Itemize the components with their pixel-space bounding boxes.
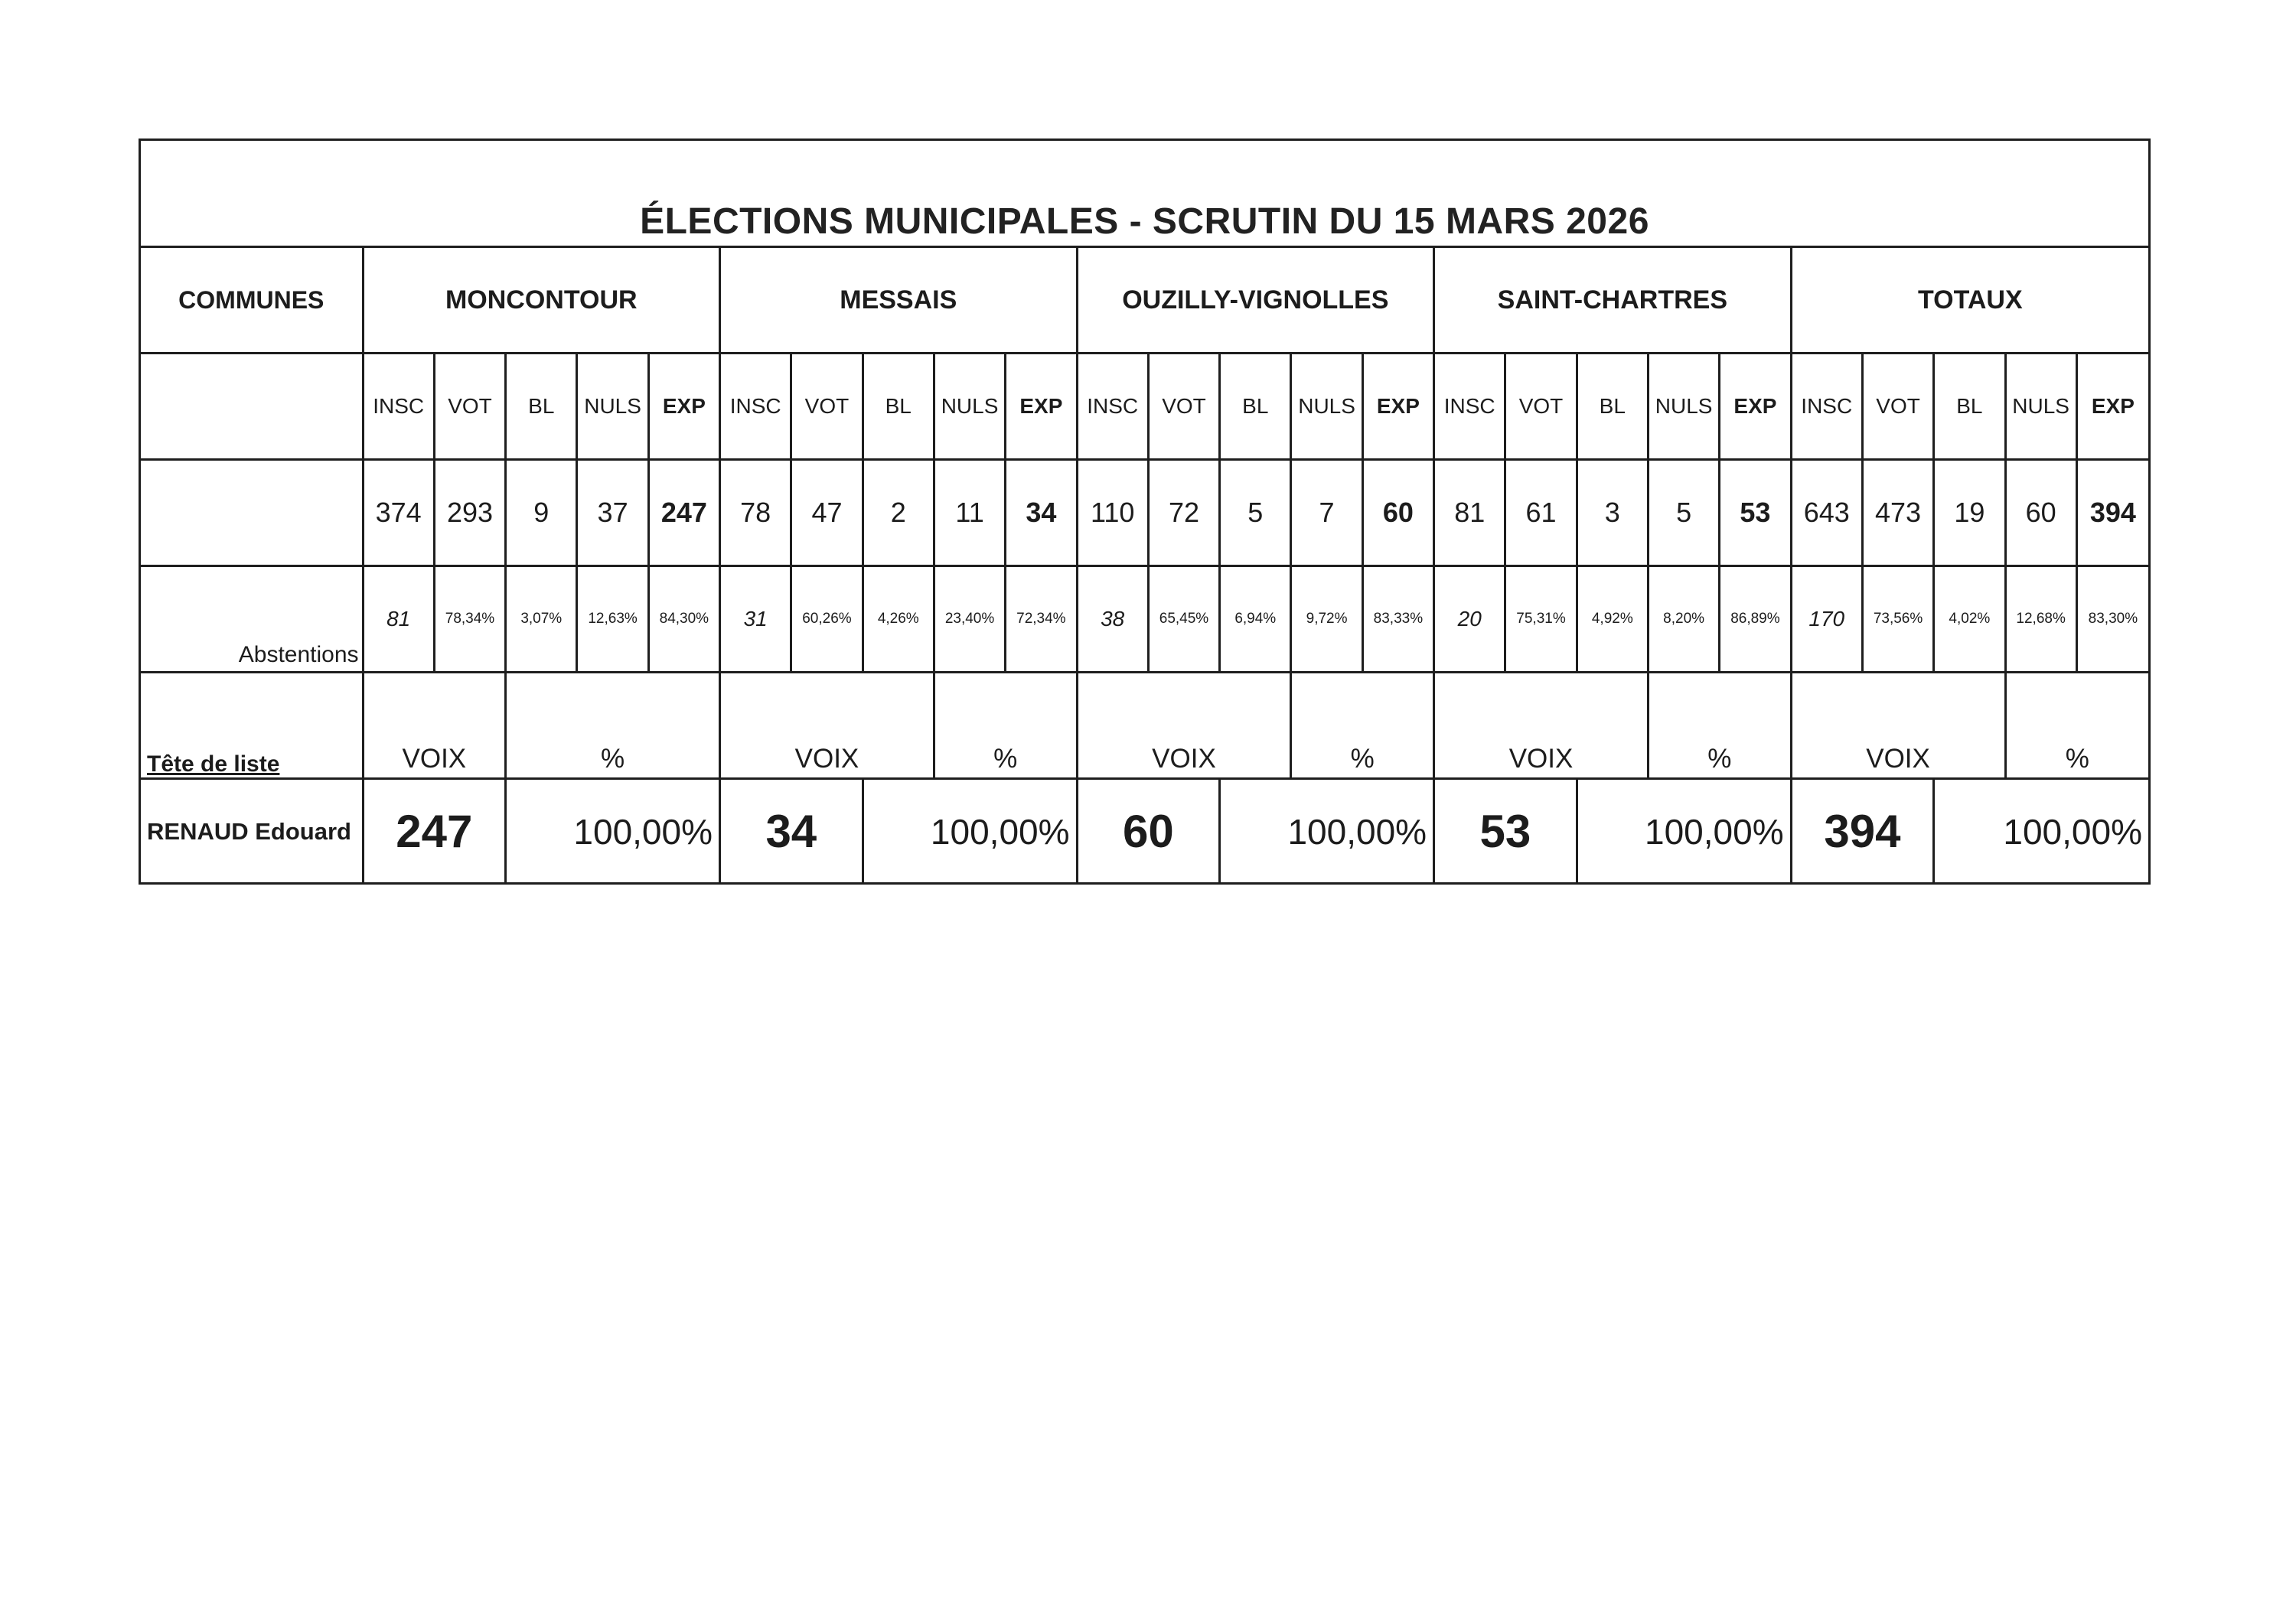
rate-cell: 83,30% (2076, 566, 2148, 673)
count-cell: 247 (648, 460, 719, 566)
candidate-votes: 53 (1434, 779, 1577, 884)
column-header: EXP (1362, 354, 1433, 460)
candidate-row (141, 779, 2148, 884)
rate-cell: 4,26% (863, 566, 934, 673)
commune-header-row (141, 247, 2148, 354)
count-cell: 53 (1720, 460, 1791, 566)
column-header: EXP (1720, 354, 1791, 460)
column-header: INSC (720, 354, 791, 460)
column-header: EXP (1006, 354, 1077, 460)
count-cell: 374 (363, 460, 434, 566)
voix-header: VOIX (363, 673, 506, 779)
count-cell: 3 (1577, 460, 1648, 566)
column-header: INSC (1791, 354, 1862, 460)
tete-de-liste-label: Tête de liste (141, 673, 363, 779)
count-cell: 643 (1791, 460, 1862, 566)
results-table (141, 246, 2148, 884)
count-cell: 11 (934, 460, 1005, 566)
column-header: VOT (1505, 354, 1577, 460)
rate-cell: 72,34% (1006, 566, 1077, 673)
rate-cell: 6,94% (1220, 566, 1291, 673)
column-header: BL (1220, 354, 1291, 460)
count-cell: 2 (863, 460, 934, 566)
candidate-votes: 60 (1077, 779, 1220, 884)
rate-cell: 23,40% (934, 566, 1005, 673)
communes-label: COMMUNES (141, 247, 363, 354)
empty-cell (141, 354, 363, 460)
rate-cell: 84,30% (648, 566, 719, 673)
count-cell: 293 (434, 460, 505, 566)
commune-name: MESSAIS (720, 247, 1078, 354)
rate-cell: 73,56% (1862, 566, 1933, 673)
count-cell: 60 (1362, 460, 1433, 566)
commune-name: MONCONTOUR (363, 247, 719, 354)
rate-cell: 83,33% (1362, 566, 1433, 673)
rate-cell: 65,45% (1148, 566, 1219, 673)
column-header: BL (506, 354, 577, 460)
rate-cell: 9,72% (1291, 566, 1362, 673)
abstentions-row (141, 566, 2148, 673)
column-header: EXP (2076, 354, 2148, 460)
voix-header: VOIX (720, 673, 934, 779)
candidate-votes: 394 (1791, 779, 1934, 884)
column-header: VOT (1148, 354, 1219, 460)
column-header: NULS (1648, 354, 1719, 460)
count-cell: 110 (1077, 460, 1148, 566)
column-header: INSC (1434, 354, 1505, 460)
count-cell: 9 (506, 460, 577, 566)
count-cell: 7 (1291, 460, 1362, 566)
count-cell: 5 (1220, 460, 1291, 566)
count-cell: 78 (720, 460, 791, 566)
rate-cell: 86,89% (1720, 566, 1791, 673)
count-cell: 60 (2005, 460, 2076, 566)
column-header-row (141, 354, 2148, 460)
commune-name: SAINT-CHARTRES (1434, 247, 1792, 354)
voix-header: VOIX (1077, 673, 1291, 779)
count-cell: 47 (791, 460, 863, 566)
rate-cell: 60,26% (791, 566, 863, 673)
count-cell: 61 (1505, 460, 1577, 566)
rate-cell: 12,68% (2005, 566, 2076, 673)
count-cell: 37 (577, 460, 648, 566)
count-cell: 394 (2076, 460, 2148, 566)
commune-name: OUZILLY-VIGNOLLES (1077, 247, 1434, 354)
column-header: VOT (1862, 354, 1933, 460)
column-header: VOT (791, 354, 863, 460)
page-title: ÉLECTIONS MUNICIPALES - SCRUTIN DU 15 MARS 2026 (640, 201, 1649, 242)
rate-cell: 12,63% (577, 566, 648, 673)
column-header: VOT (434, 354, 505, 460)
candidate-percent: 100,00% (1220, 779, 1434, 884)
abstention-count: 81 (363, 566, 434, 673)
candidate-percent: 100,00% (1577, 779, 1791, 884)
count-cell: 81 (1434, 460, 1505, 566)
count-cell: 19 (1934, 460, 2005, 566)
column-header: INSC (1077, 354, 1148, 460)
percent-header: % (506, 673, 720, 779)
rate-cell: 4,02% (1934, 566, 2005, 673)
abstention-count: 170 (1791, 566, 1862, 673)
abstention-count: 20 (1434, 566, 1505, 673)
candidate-percent: 100,00% (863, 779, 1077, 884)
count-cell: 34 (1006, 460, 1077, 566)
results-sheet (139, 139, 2151, 885)
percent-header: % (934, 673, 1077, 779)
column-header: INSC (363, 354, 434, 460)
percent-header: % (2005, 673, 2148, 779)
rate-cell: 75,31% (1505, 566, 1577, 673)
abstention-count: 38 (1077, 566, 1148, 673)
column-header: NULS (2005, 354, 2076, 460)
percent-header: % (1648, 673, 1791, 779)
candidate-name: RENAUD Edouard (141, 779, 363, 884)
count-cell: 5 (1648, 460, 1719, 566)
column-header: NULS (577, 354, 648, 460)
count-cell: 72 (1148, 460, 1219, 566)
candidate-percent: 100,00% (1934, 779, 2148, 884)
candidate-percent: 100,00% (506, 779, 720, 884)
voix-header: VOIX (1791, 673, 2005, 779)
column-header: NULS (1291, 354, 1362, 460)
commune-name: TOTAUX (1791, 247, 2148, 354)
percent-header: % (1291, 673, 1434, 779)
vote-header-row (141, 673, 2148, 779)
abstention-count: 31 (720, 566, 791, 673)
column-header: BL (1577, 354, 1648, 460)
rate-cell: 8,20% (1648, 566, 1719, 673)
column-header: BL (1934, 354, 2005, 460)
count-cell: 473 (1862, 460, 1933, 566)
rate-cell: 4,92% (1577, 566, 1648, 673)
column-header: EXP (648, 354, 719, 460)
rate-cell: 78,34% (434, 566, 505, 673)
rate-cell: 3,07% (506, 566, 577, 673)
candidate-votes: 247 (363, 779, 506, 884)
counts-row (141, 460, 2148, 566)
column-header: NULS (934, 354, 1005, 460)
candidate-votes: 34 (720, 779, 863, 884)
abstentions-label: Abstentions (141, 566, 363, 673)
column-header: BL (863, 354, 934, 460)
voix-header: VOIX (1434, 673, 1649, 779)
empty-cell (141, 460, 363, 566)
